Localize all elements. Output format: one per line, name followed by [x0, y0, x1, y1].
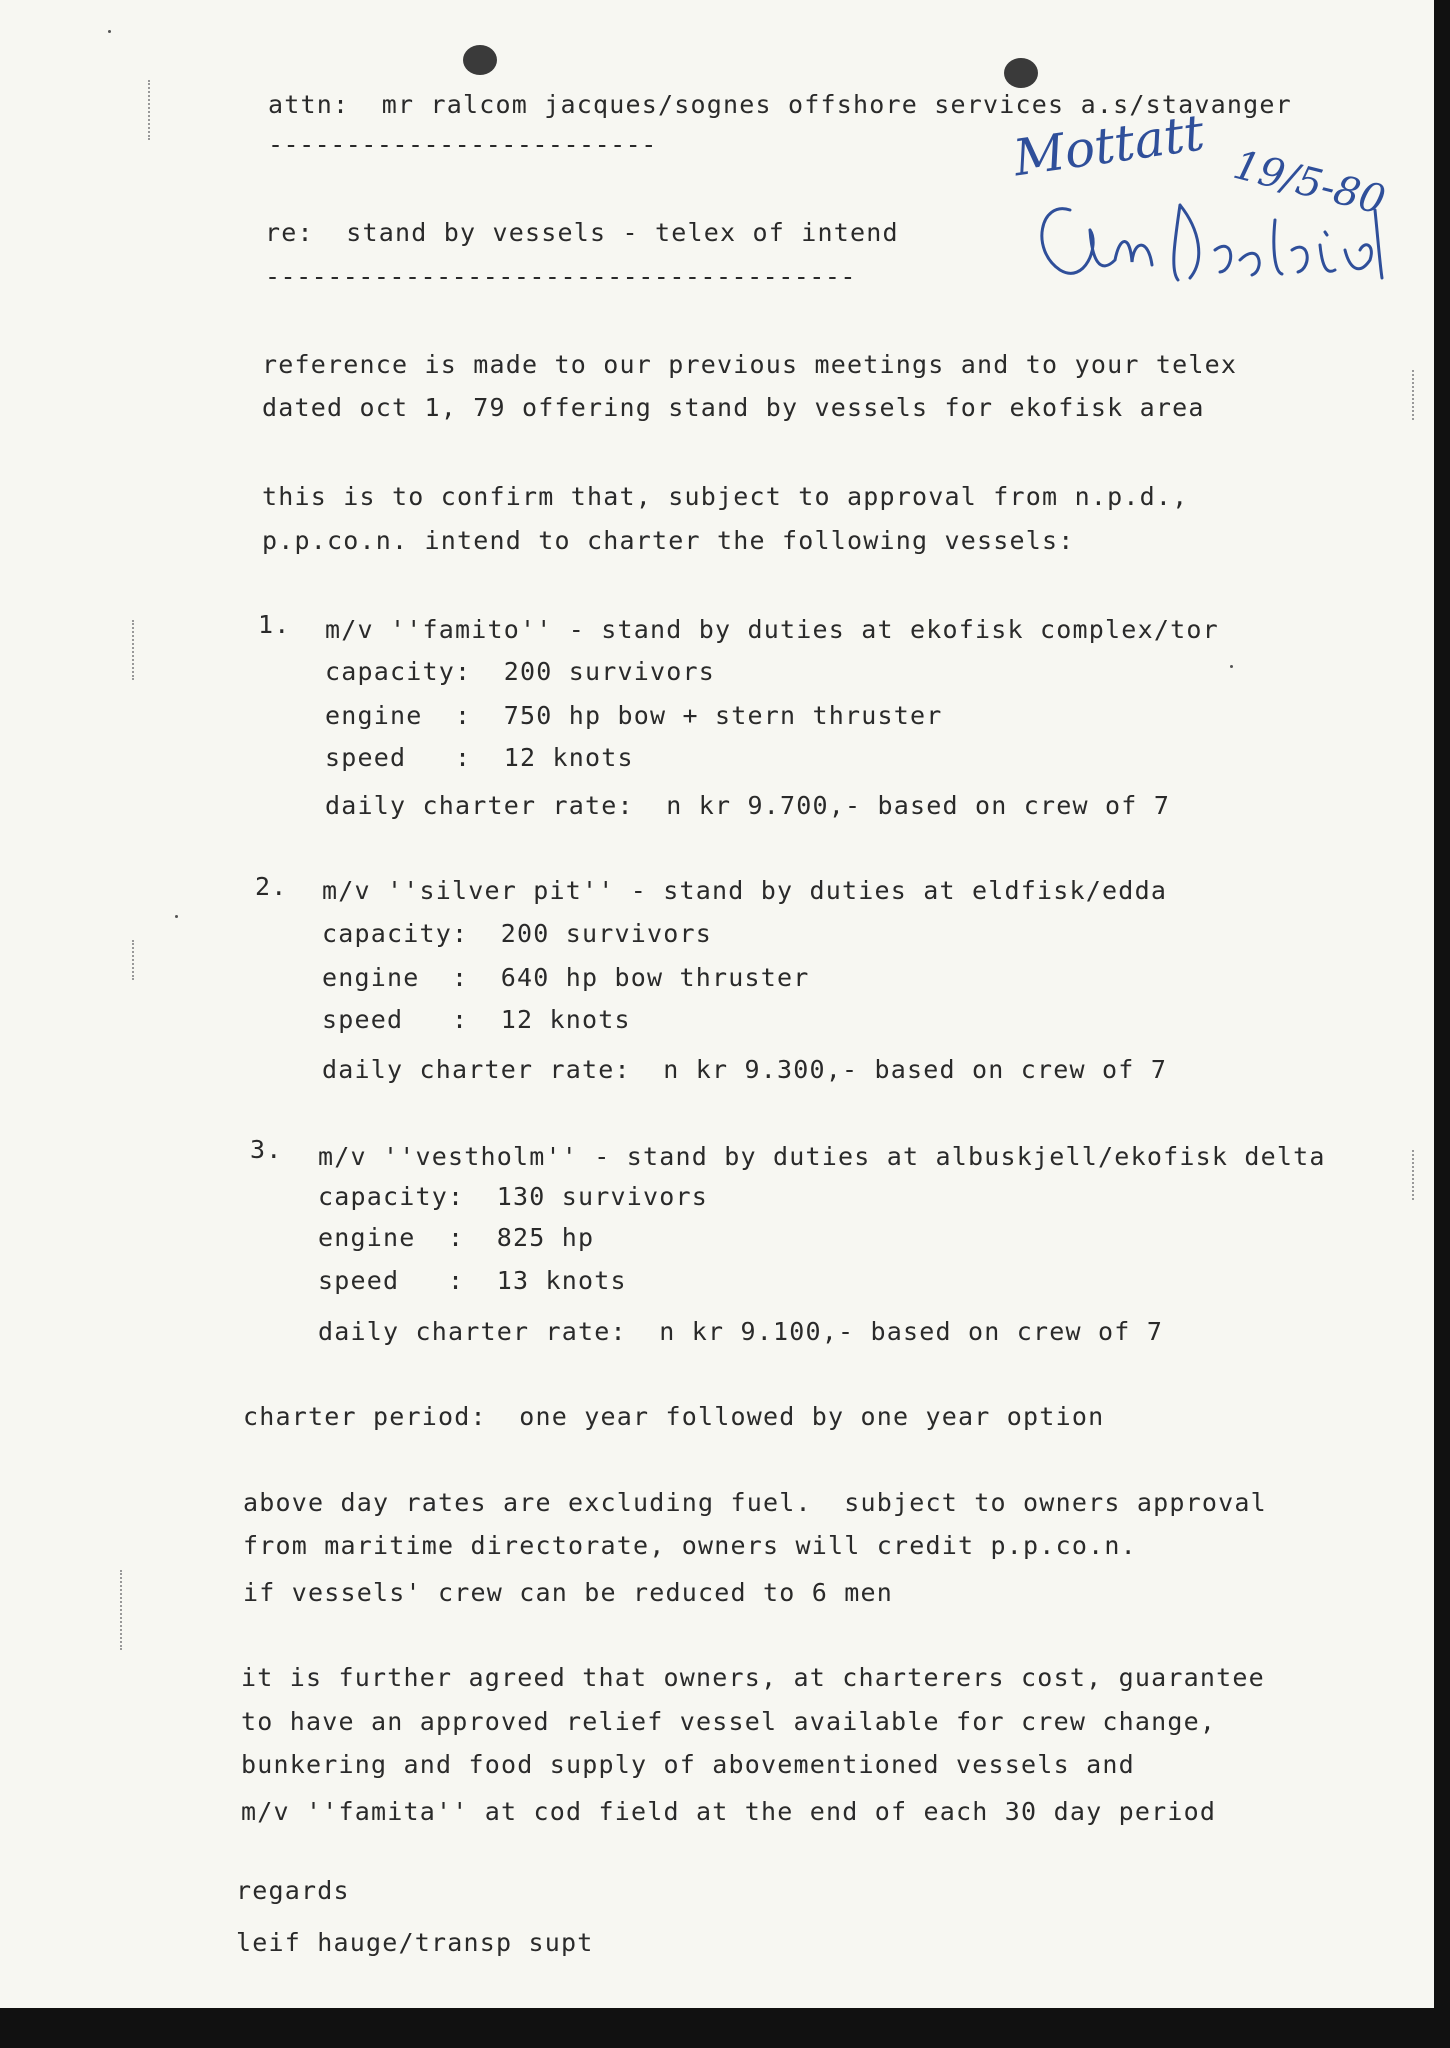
margin-dots: [1412, 370, 1416, 420]
vessel-rate: daily charter rate: n kr 9.700,- based on crew of 7: [325, 791, 1171, 820]
vessel-title: m/v ''silver pit'' - stand by duties at eldfisk/edda: [322, 876, 1168, 905]
agreement-line: bunkering and food supply of abovementioned vessels and: [241, 1750, 1135, 1779]
charter-period: charter period: one year followed by one year option: [243, 1402, 1105, 1431]
handwritten-date: 19/5-80: [1228, 142, 1390, 224]
vessel-capacity: capacity: 200 survivors: [322, 919, 713, 948]
margin-dots: [120, 1570, 124, 1650]
intro-line: dated oct 1, 79 offering stand by vessels for ekofisk area: [262, 393, 1205, 422]
speck: [1230, 665, 1233, 668]
confirm-line: this is to confirm that, subject to approval from n.p.d.,: [262, 482, 1189, 511]
handwritten-received-note: Mottatt: [1010, 103, 1208, 188]
confirm-line: p.p.co.n. intend to charter the following vessels:: [262, 526, 1075, 555]
sender-signature: leif hauge/transp supt: [236, 1928, 594, 1957]
vessel-capacity: capacity: 130 survivors: [318, 1182, 709, 1211]
vessel-capacity: capacity: 200 survivors: [325, 657, 716, 686]
rates-note-line: above day rates are excluding fuel. subject to owners approval: [243, 1488, 1267, 1517]
margin-dots: [1412, 1150, 1416, 1200]
rates-note-line: if vessels' crew can be reduced to 6 men: [243, 1578, 894, 1607]
margin-dots: [132, 620, 136, 680]
margin-dots: [132, 940, 136, 980]
punch-hole-left: [463, 45, 497, 75]
vessel-speed: speed : 12 knots: [322, 1005, 631, 1034]
intro-line: reference is made to our previous meetings and to your telex: [262, 350, 1238, 379]
handwritten-signature: [1030, 190, 1400, 290]
speck: [175, 915, 178, 918]
attn-line: attn: mr ralcom jacques/sognes offshore services a.s/stavanger: [268, 90, 1292, 119]
attn-underline: -------------------------: [268, 130, 657, 159]
subject-underline: --------------------------------------: [265, 262, 856, 291]
vessel-number: 1.: [258, 610, 291, 639]
vessel-engine: engine : 750 hp bow + stern thruster: [325, 701, 943, 730]
vessel-number: 3.: [250, 1135, 283, 1164]
vessel-number: 2.: [255, 872, 288, 901]
closing-regards: regards: [236, 1876, 350, 1905]
agreement-line: m/v ''famita'' at cod field at the end of each 30 day period: [241, 1797, 1217, 1826]
vessel-rate: daily charter rate: n kr 9.300,- based on crew of 7: [322, 1055, 1168, 1084]
rates-note-line: from maritime directorate, owners will credit p.p.co.n.: [243, 1531, 1137, 1560]
speck: [108, 30, 111, 33]
vessel-rate: daily charter rate: n kr 9.100,- based on crew of 7: [318, 1317, 1164, 1346]
punch-hole-right: [1004, 58, 1038, 88]
vessel-speed: speed : 12 knots: [325, 743, 634, 772]
subject-line: re: stand by vessels - telex of intend: [265, 218, 899, 247]
vessel-engine: engine : 640 hp bow thruster: [322, 963, 810, 992]
agreement-line: it is further agreed that owners, at charterers cost, guarantee: [241, 1663, 1265, 1692]
margin-dots: [148, 80, 152, 140]
vessel-title: m/v ''vestholm'' - stand by duties at albuskjell/ekofisk delta: [318, 1142, 1326, 1171]
vessel-speed: speed : 13 knots: [318, 1266, 627, 1295]
vessel-title: m/v ''famito'' - stand by duties at ekofisk complex/tor: [325, 615, 1219, 644]
agreement-line: to have an approved relief vessel available for crew change,: [241, 1707, 1217, 1736]
vessel-engine: engine : 825 hp: [318, 1223, 595, 1252]
